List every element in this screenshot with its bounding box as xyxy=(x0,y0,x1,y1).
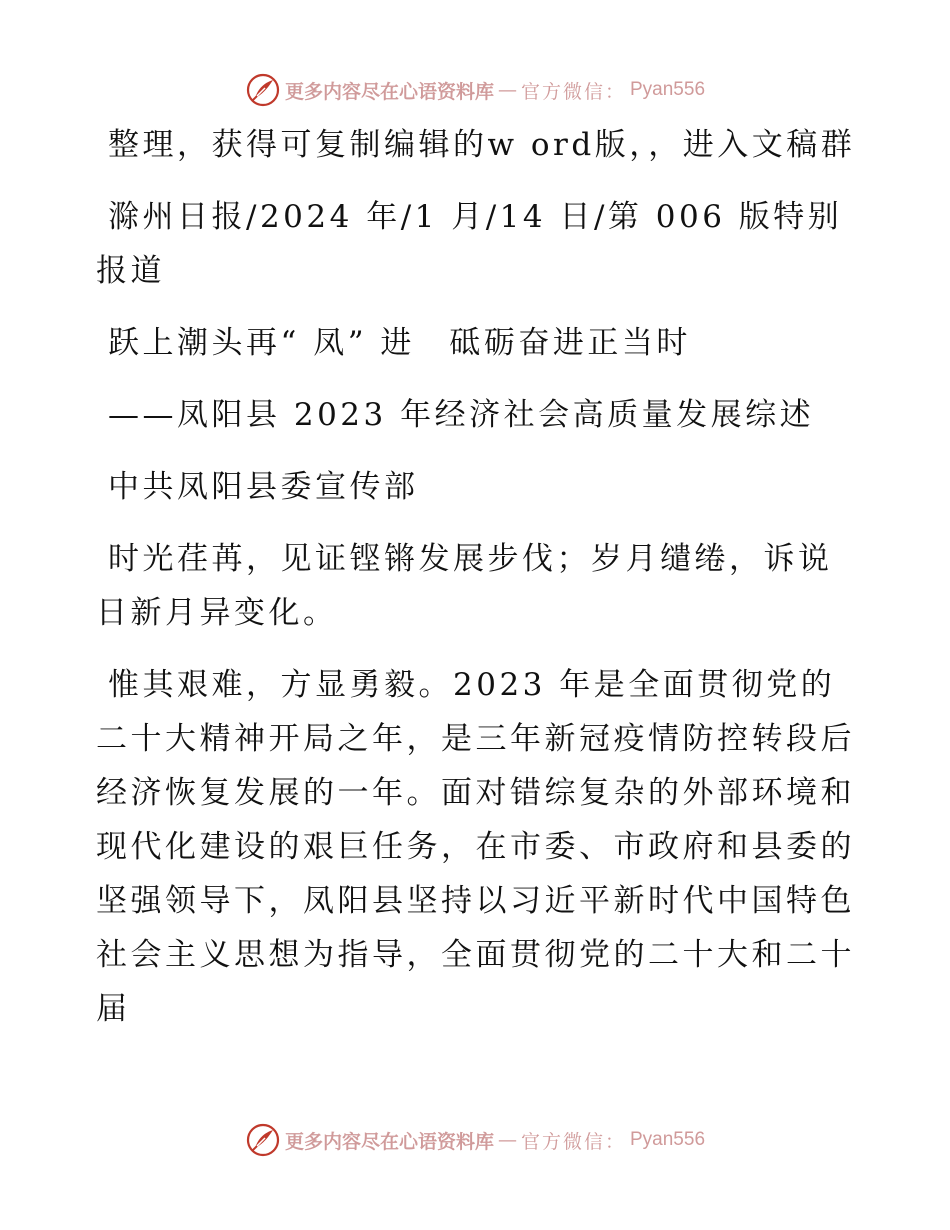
document-body xyxy=(96,118,856,1036)
watermark-label: 官方微信： xyxy=(520,80,626,103)
footer-watermark xyxy=(0,1120,950,1160)
paragraph-3: 跃上潮头再“ 凤” 进 砥砺奋进正当时 xyxy=(108,325,691,361)
paragraph-5: 中共凤阳县委宣传部 xyxy=(108,469,419,505)
header-watermark xyxy=(0,70,950,110)
watermark-brand: 更多内容尽在心语资料库 xyxy=(284,1130,494,1153)
leaf-pen-logo-icon xyxy=(245,1122,281,1158)
paragraph-4: ——凤阳县 2023 年经济社会高质量发展综述 xyxy=(108,397,815,433)
watermark-brand: 更多内容尽在心语资料库 xyxy=(284,80,494,103)
paragraph-2: 滁州日报/2024 年/1 月/14 日/第 006 版特别报道 xyxy=(96,199,843,289)
leaf-pen-logo-icon xyxy=(245,72,281,108)
paragraph-1: 整理，获得可复制编辑的w ord版，，进入文稿群 xyxy=(108,127,856,163)
paragraph-7: 惟其艰难，方显勇毅。2023 年是全面贯彻党的二十大精神开局之年，是三年新冠疫情防控转段后经济恢复发展的一年。面对错综复杂的外部环境和现代化建设的艰巨任务，在市委、市政府和县委的坚强领导下，凤阳县坚持以习近平新时代中国特色社会主义思想为指导，全面贯彻党的二十大和二十届 xyxy=(96,667,855,1027)
watermark-wechat-id: Pyan556 xyxy=(630,1129,706,1150)
paragraph-6: 时光荏苒，见证铿锵发展步伐；岁月缱绻，诉说日新月异变化。 xyxy=(96,541,833,631)
watermark-separator: — xyxy=(497,79,517,101)
watermark-label: 官方微信： xyxy=(520,1130,626,1153)
watermark-wechat-id: Pyan556 xyxy=(630,79,706,100)
watermark-separator: — xyxy=(497,1129,517,1151)
